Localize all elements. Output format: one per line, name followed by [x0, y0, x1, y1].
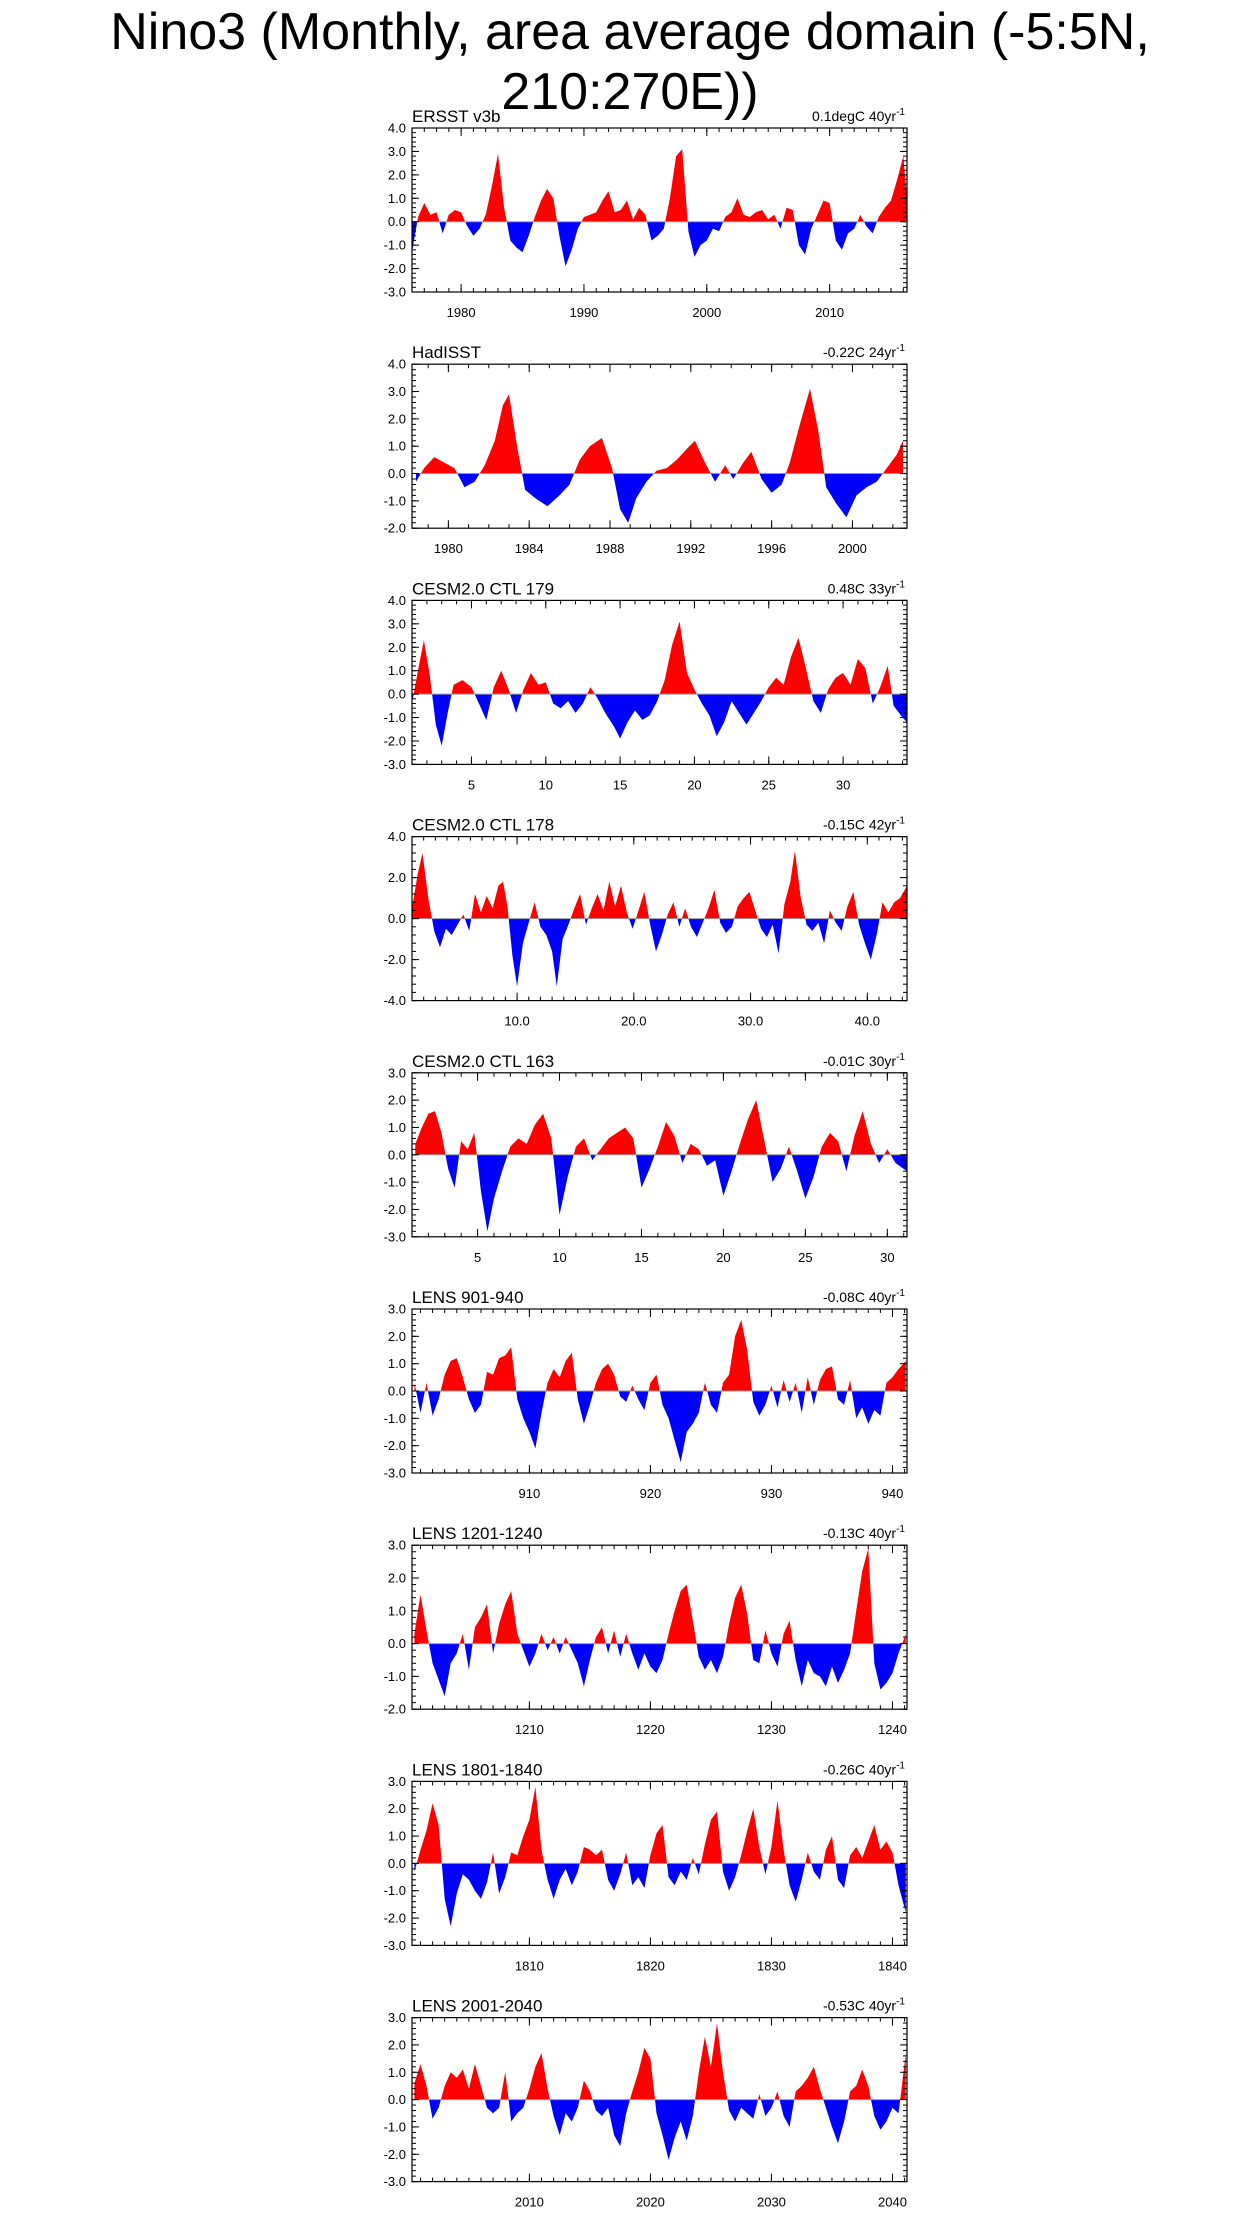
negative-anomaly-area [412, 222, 907, 267]
positive-anomaly-area [412, 149, 907, 222]
panel-9 [384, 1997, 907, 2210]
trend-label [823, 1760, 905, 1777]
x-tick-label: 1810 [514, 1958, 544, 1974]
positive-anomaly-area [414, 2023, 905, 2100]
trend-value: -0.13C 40yr [822, 1525, 897, 1542]
y-tick-label: 0.0 [387, 466, 406, 482]
panel-2 [384, 343, 907, 556]
positive-anomaly-area [414, 1549, 905, 1644]
x-tick-label: 40.0 [854, 1013, 880, 1029]
y-tick-label: 0.0 [387, 214, 406, 230]
trend-units-exponent: -1 [896, 1524, 905, 1536]
x-tick-label: 2040 [878, 2194, 907, 2210]
x-tick-label: 10 [538, 777, 554, 793]
panel-7 [384, 1524, 907, 1737]
panel-1 [384, 107, 907, 320]
x-tick-label: 1996 [757, 541, 787, 557]
y-tick-label: -3.0 [383, 756, 406, 772]
y-tick-label: -1.0 [383, 2119, 406, 2135]
y-tick-label: 0.0 [387, 1855, 406, 1871]
negative-anomaly-area [415, 1155, 907, 1232]
x-tick-label: 30.0 [737, 1013, 764, 1029]
x-tick-label: 30 [880, 1249, 895, 1265]
trend-label [828, 579, 906, 596]
positive-anomaly-area [415, 1100, 907, 1155]
y-tick-label: 0.0 [387, 686, 406, 702]
plot-frame [412, 364, 907, 528]
trend-value: -0.26C 40yr [822, 1761, 897, 1778]
y-tick-label: -1.0 [383, 237, 406, 253]
y-tick-label: -1.0 [383, 1883, 406, 1899]
y-tick-label: -3.0 [383, 1465, 406, 1481]
x-tick-label: 1820 [635, 1958, 665, 1974]
y-tick-label: 3.0 [387, 143, 406, 159]
y-tick-label: 4.0 [387, 120, 406, 136]
panel-4 [384, 816, 907, 1029]
trend-label [823, 1052, 905, 1069]
panel-5 [384, 1052, 907, 1265]
y-tick-label: 1.0 [387, 1603, 406, 1619]
y-tick-label: 3.0 [387, 616, 406, 632]
negative-anomaly-area [412, 694, 907, 746]
y-tick-label: -2.0 [383, 261, 406, 277]
y-tick-label: 0.0 [387, 2092, 406, 2108]
y-tick-label: 1.0 [387, 1828, 406, 1844]
trend-value: -0.53C 40yr [822, 1997, 897, 2014]
panel-title: LENS 1801-1840 [412, 1760, 543, 1780]
y-tick-label: 2.0 [387, 870, 406, 886]
trend-label [823, 1997, 905, 2014]
panel-3 [384, 579, 907, 792]
x-tick-label: 30 [835, 777, 851, 793]
positive-anomaly-area [412, 622, 907, 695]
x-tick-label: 1230 [756, 1722, 786, 1738]
y-tick-label: 1.0 [387, 1356, 406, 1372]
trend-units-exponent: -1 [896, 815, 905, 827]
x-tick-label: 1980 [433, 541, 463, 557]
y-tick-label: 3.0 [387, 1065, 406, 1081]
y-tick-label: 3.0 [387, 384, 406, 400]
y-tick-label: 2.0 [387, 411, 406, 427]
trend-label [823, 1524, 905, 1541]
y-tick-label: -2.0 [383, 520, 406, 536]
y-tick-label: -3.0 [383, 1937, 406, 1953]
y-tick-label: -2.0 [383, 2146, 406, 2162]
y-tick-label: -2.0 [383, 1910, 406, 1926]
positive-anomaly-area [416, 389, 903, 474]
x-tick-label: 1210 [514, 1722, 544, 1738]
y-tick-label: -2.0 [383, 733, 406, 749]
trend-label [823, 816, 905, 833]
trend-value: 0.1degC 40yr [812, 108, 897, 124]
y-tick-label: 1.0 [387, 663, 406, 679]
y-tick-label: -3.0 [383, 1229, 406, 1245]
trend-label [823, 343, 905, 360]
trend-units-exponent: -1 [896, 579, 905, 591]
page-title: Nino3 (Monthly, area average domain (-5:5N, 210:270E)) [110, 3, 1150, 121]
plot-frame [412, 128, 907, 292]
panel-title: LENS 2001-2040 [412, 1996, 543, 2016]
x-tick-label: 2030 [756, 2194, 786, 2210]
y-tick-label: -1.0 [383, 1668, 406, 1684]
trend-units-exponent: -1 [896, 1051, 905, 1063]
y-tick-label: 2.0 [387, 1328, 406, 1344]
y-tick-label: -1.0 [383, 710, 406, 726]
x-tick-label: 2000 [837, 541, 867, 557]
trend-value: -0.08C 40yr [822, 1289, 897, 1305]
panel-title: LENS 901-940 [412, 1288, 524, 1307]
y-tick-label: 1.0 [387, 1119, 406, 1135]
x-tick-label: 15 [612, 777, 628, 793]
x-tick-label: 1220 [635, 1722, 665, 1738]
x-tick-label: 15 [634, 1249, 649, 1265]
x-tick-label: 1980 [446, 305, 476, 320]
negative-anomaly-area [414, 1644, 905, 1697]
x-tick-label: 910 [518, 1486, 541, 1501]
x-tick-label: 2020 [635, 2194, 665, 2210]
x-tick-label: 20 [716, 1249, 731, 1265]
y-tick-label: -1.0 [383, 493, 406, 509]
trend-units-exponent: -1 [896, 1288, 905, 1299]
x-tick-label: 1990 [569, 305, 599, 320]
trend-units-exponent: -1 [896, 107, 905, 118]
positive-anomaly-area [414, 1320, 905, 1391]
x-tick-label: 930 [760, 1486, 783, 1501]
y-tick-label: 1.0 [387, 2064, 406, 2080]
trend-units-exponent: -1 [896, 1760, 905, 1772]
x-tick-label: 1984 [514, 541, 544, 557]
panel-title: HadISST [412, 343, 481, 363]
panel-6 [384, 1288, 907, 1501]
x-tick-label: 20 [687, 777, 702, 793]
x-tick-label: 25 [761, 777, 776, 793]
y-tick-label: -2.0 [383, 1438, 406, 1454]
trend-label [823, 1288, 905, 1305]
positive-anomaly-area [414, 1787, 905, 1864]
x-tick-label: 25 [798, 1249, 813, 1265]
y-tick-label: 3.0 [387, 1537, 406, 1553]
x-tick-label: 940 [881, 1486, 904, 1501]
panel-title: CESM2.0 CTL 163 [412, 1051, 555, 1071]
x-tick-label: 1840 [878, 1958, 907, 1974]
y-tick-label: 2.0 [387, 1092, 406, 1108]
x-tick-label: 2010 [815, 305, 845, 320]
x-tick-label: 1988 [595, 541, 625, 557]
y-tick-label: 1.0 [387, 438, 406, 454]
x-tick-label: 1240 [878, 1722, 907, 1738]
panel-title: CESM2.0 CTL 178 [412, 815, 555, 835]
y-tick-label: 0.0 [387, 1636, 406, 1652]
panel-title: CESM2.0 CTL 179 [412, 579, 555, 599]
y-tick-label: -2.0 [383, 1201, 406, 1217]
y-tick-label: 0.0 [387, 911, 406, 927]
y-tick-label: 4.0 [387, 356, 406, 372]
trend-value: -0.01C 30yr [822, 1052, 897, 1069]
positive-anomaly-area [412, 851, 907, 919]
negative-anomaly-area [414, 2100, 905, 2160]
y-tick-label: -2.0 [383, 952, 406, 968]
x-tick-label: 2010 [514, 2194, 544, 2210]
y-tick-label: 2.0 [387, 167, 406, 183]
y-tick-label: -1.0 [383, 1410, 406, 1426]
trend-value: -0.15C 42yr [822, 816, 897, 833]
trend-units-exponent: -1 [896, 343, 905, 355]
y-tick-label: -1.0 [383, 1174, 406, 1190]
y-tick-label: 0.0 [387, 1147, 406, 1163]
trend-label [812, 107, 905, 124]
panel-title: ERSST v3b [412, 107, 501, 126]
x-tick-label: 5 [467, 777, 476, 793]
x-tick-label: 5 [473, 1249, 482, 1265]
y-tick-label: -3.0 [383, 284, 406, 300]
y-tick-label: -2.0 [383, 1701, 406, 1717]
y-tick-label: 2.0 [387, 1801, 406, 1817]
x-tick-label: 10 [552, 1249, 567, 1265]
trend-units-exponent: -1 [896, 1996, 905, 2008]
y-tick-label: 3.0 [387, 2010, 406, 2026]
y-tick-label: 2.0 [387, 1570, 406, 1586]
negative-anomaly-area [414, 1863, 905, 1926]
y-tick-label: 0.0 [387, 1383, 406, 1399]
x-tick-label: 920 [639, 1486, 662, 1501]
y-tick-label: 2.0 [387, 639, 406, 655]
trend-value: 0.48C 33yr [827, 580, 897, 597]
y-tick-label: -3.0 [383, 2174, 406, 2190]
x-tick-label: 10.0 [504, 1013, 530, 1029]
negative-anomaly-area [416, 474, 903, 523]
y-tick-label: 1.0 [387, 190, 406, 206]
y-tick-label: 4.0 [387, 829, 406, 845]
y-tick-label: 2.0 [387, 2037, 406, 2053]
y-tick-label: 3.0 [387, 1301, 406, 1317]
panel-8 [384, 1760, 907, 1973]
trend-value: -0.22C 24yr [822, 344, 897, 361]
x-tick-label: 2000 [692, 305, 722, 320]
x-tick-label: 1830 [756, 1958, 786, 1974]
negative-anomaly-area [412, 919, 907, 987]
y-tick-label: 4.0 [387, 592, 406, 608]
negative-anomaly-area [414, 1391, 905, 1462]
y-tick-label: 3.0 [387, 1773, 406, 1789]
x-tick-label: 20.0 [621, 1013, 647, 1029]
panel-title: LENS 1201-1240 [412, 1524, 543, 1544]
y-tick-label: -4.0 [383, 993, 406, 1009]
x-tick-label: 1992 [676, 541, 706, 557]
